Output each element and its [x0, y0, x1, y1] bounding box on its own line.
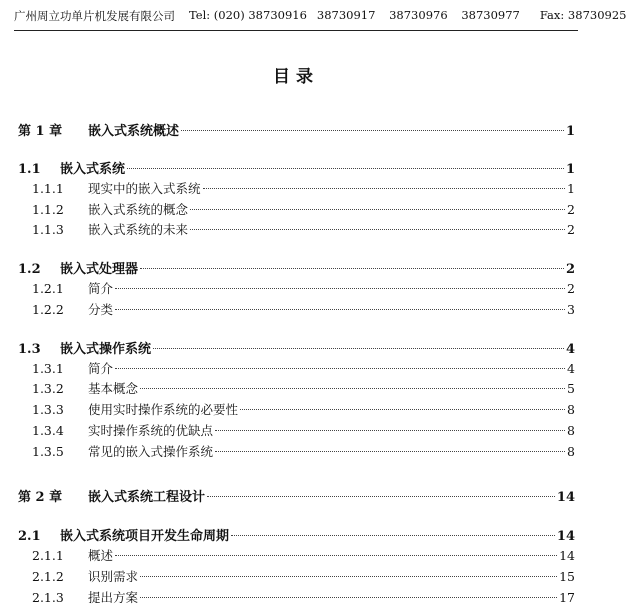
phone-number: 38730917 — [316, 8, 376, 22]
toc-page-number: 4 — [567, 361, 575, 376]
toc-page-number: 14 — [556, 529, 575, 544]
toc-number: 1.2.2 — [32, 302, 64, 317]
toc-number: 1.3 — [18, 342, 41, 357]
toc-subsection-1-3-3[interactable] — [32, 400, 575, 418]
toc-leader-dots — [240, 409, 565, 410]
toc-section-1-3[interactable] — [18, 338, 575, 356]
toc-label: 嵌入式系统项目开发生命周期 — [60, 529, 230, 544]
page-title: 目录 — [273, 67, 319, 87]
toc-subsection-1-3-4[interactable] — [32, 421, 575, 439]
toc-subsection-2-1-1[interactable] — [32, 546, 575, 564]
toc-page-number: 8 — [567, 444, 575, 459]
toc-number: 1.3.4 — [32, 423, 64, 438]
toc-label: 常见的嵌入式操作系统 — [88, 444, 214, 459]
toc-number: 2.1 — [18, 529, 41, 544]
toc-leader-dots — [231, 535, 555, 536]
toc-page-number: 8 — [567, 402, 575, 417]
toc-number: 2.1.3 — [32, 590, 64, 605]
toc-subsection-1-3-2[interactable] — [32, 379, 575, 397]
toc-number: 1.1.3 — [32, 222, 64, 237]
company-name: 广州周立功单片机发展有限公司 — [14, 9, 175, 23]
toc-section-2-1[interactable] — [18, 525, 575, 543]
toc-subsection-1-1-1[interactable] — [32, 179, 575, 197]
toc-leader-dots — [215, 451, 565, 452]
phone-numbers — [307, 8, 520, 22]
toc-page-number: 15 — [559, 569, 575, 584]
toc-label: 现实中的嵌入式系统 — [88, 181, 201, 196]
toc-number: 第 2 章 — [18, 490, 63, 505]
toc-page-number: 4 — [565, 342, 575, 357]
toc-label: 基本概念 — [88, 381, 139, 396]
toc-label: 嵌入式系统的概念 — [88, 202, 189, 217]
toc-number: 1.3.1 — [32, 361, 64, 376]
toc-number: 第 1 章 — [18, 124, 63, 139]
toc-subsection-1-1-3[interactable] — [32, 220, 575, 238]
toc-label: 实时操作系统的优缺点 — [88, 423, 214, 438]
toc-label: 嵌入式系统 — [60, 162, 126, 177]
toc-leader-dots — [140, 576, 557, 577]
toc-number: 2.1.1 — [32, 548, 64, 563]
toc-label: 使用实时操作系统的必要性 — [88, 402, 239, 417]
phone-number: 38730976 — [389, 8, 448, 22]
toc-label: 简介 — [88, 281, 114, 296]
toc-subsection-1-1-2[interactable] — [32, 200, 575, 218]
toc-page-number: 3 — [567, 302, 575, 317]
toc-page-number: 2 — [567, 222, 575, 237]
toc-label: 嵌入式系统的未来 — [88, 222, 189, 237]
fax-number: Fax: 38730925 — [539, 8, 626, 22]
toc-leader-dots — [190, 209, 565, 210]
toc-leader-dots — [140, 388, 565, 389]
telephone: Tel: (020) 38730916 — [189, 8, 307, 22]
toc-leader-dots — [190, 229, 565, 230]
toc-number: 1.1.1 — [32, 181, 64, 196]
toc-leader-dots — [153, 348, 564, 349]
toc-label: 嵌入式系统概述 — [88, 124, 180, 139]
toc-number: 1.2 — [18, 262, 41, 277]
toc-number: 1.1 — [18, 162, 41, 177]
toc-subsection-1-3-5[interactable] — [32, 442, 575, 460]
toc-leader-dots — [140, 597, 557, 598]
toc-leader-dots — [140, 268, 564, 269]
toc-page-number: 1 — [567, 181, 575, 196]
toc-number: 1.2.1 — [32, 281, 64, 296]
toc-label: 分类 — [88, 302, 114, 317]
toc-subsection-1-2-1[interactable] — [32, 279, 575, 297]
toc-page-number: 1 — [565, 124, 575, 139]
toc-number: 1.3.2 — [32, 381, 64, 396]
toc-label: 提出方案 — [88, 590, 139, 605]
toc-page-number: 14 — [556, 490, 575, 505]
toc-page-number: 2 — [567, 281, 575, 296]
toc-leader-dots — [115, 368, 565, 369]
toc-number: 1.1.2 — [32, 202, 64, 217]
toc-label: 嵌入式系统工程设计 — [88, 490, 206, 505]
toc-leader-dots — [115, 555, 557, 556]
toc-leader-dots — [115, 288, 565, 289]
toc-label: 嵌入式操作系统 — [60, 342, 152, 357]
toc-leader-dots — [127, 168, 564, 169]
toc-page-number: 5 — [567, 381, 575, 396]
toc-subsection-2-1-3[interactable] — [32, 588, 575, 606]
toc-subsection-1-3-1[interactable] — [32, 359, 575, 377]
toc-page-number: 2 — [567, 202, 575, 217]
toc-page-number: 17 — [559, 590, 575, 605]
toc-number: 1.3.5 — [32, 444, 64, 459]
toc-label: 识别需求 — [88, 569, 139, 584]
toc-chapter-2[interactable] — [18, 486, 575, 504]
toc-leader-dots — [181, 130, 564, 131]
toc-leader-dots — [203, 188, 566, 189]
toc-page-number: 8 — [567, 423, 575, 438]
toc-label: 简介 — [88, 361, 114, 376]
toc-section-1-2[interactable] — [18, 258, 575, 276]
toc-page-number: 14 — [559, 548, 575, 563]
page-header — [14, 8, 626, 31]
toc-leader-dots — [215, 430, 565, 431]
toc-subsection-2-1-2[interactable] — [32, 567, 575, 585]
toc-subsection-1-2-2[interactable] — [32, 300, 575, 318]
toc-section-1-1[interactable] — [18, 158, 575, 176]
toc-page-number: 1 — [565, 162, 575, 177]
toc-number: 2.1.2 — [32, 569, 64, 584]
toc-chapter-1[interactable] — [18, 120, 575, 138]
toc-number: 1.3.3 — [32, 402, 64, 417]
toc-label: 嵌入式处理器 — [60, 262, 139, 277]
toc-page-number: 2 — [565, 262, 575, 277]
toc-leader-dots — [207, 496, 555, 497]
toc-leader-dots — [115, 309, 565, 310]
toc-label: 概述 — [88, 548, 114, 563]
phone-number: 38730977 — [461, 8, 520, 22]
